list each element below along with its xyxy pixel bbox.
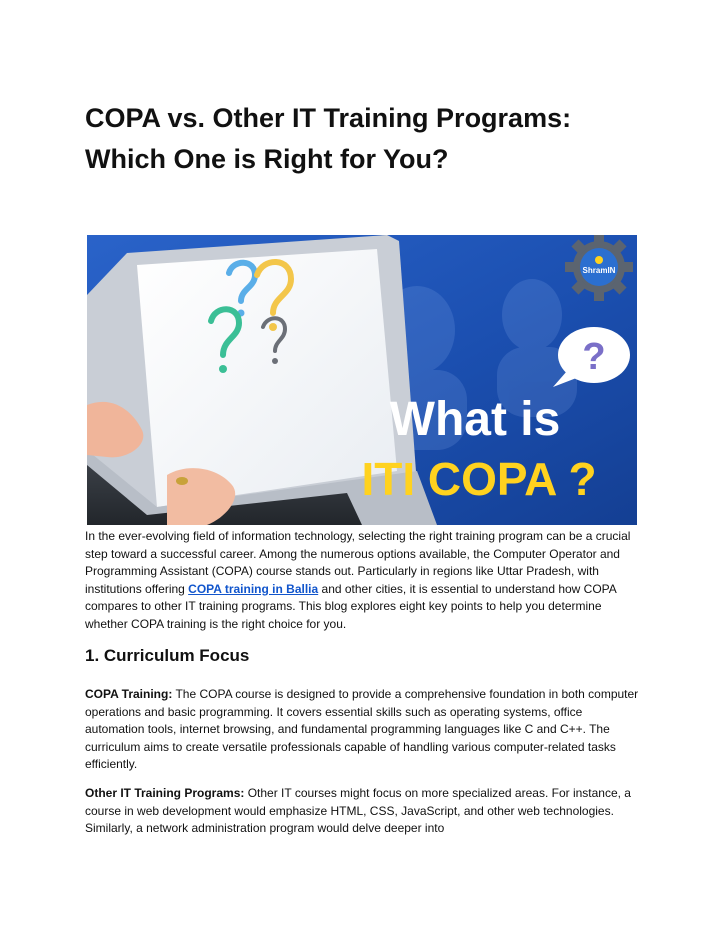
copa-training-ballia-link[interactable]: COPA training in Ballia [188,581,319,596]
intro-text-after-link: and other cities, it is essential to understand how COPA compares to other IT training programs. This blog explores eight key points to help you determine whether COPA training is the right choice for you. [85,581,617,631]
banner-headline-line2: ITI COPA ? [361,453,597,505]
brand-logo-text: ShramIN [582,266,616,275]
banner-headline-line1: What is [389,393,561,446]
intro-text-before-link: In the ever-evolving field of information technology, selecting the right training program can be a crucial step toward a successful career. Among the numerous options available, the Computer Operator and Programming Assistant (COPA) course stands out. Particularly in regions like Uttar Pradesh, with institutions offering [85,529,631,596]
other-it-programs-text: Other IT courses might focus on more specialized areas. For instance, a course in web development would emphasize HTML, CSS, JavaScript, and other web technologies. Similarly, a network administration program would delve deeper into [85,786,631,835]
other-it-programs-paragraph [85,785,640,838]
bubble-question-mark: ? [582,336,606,378]
copa-training-lead: COPA Training: [85,687,173,701]
article-title: COPA vs. Other IT Training Programs: Which One is Right for You? [85,103,572,174]
intro-paragraph [85,528,640,633]
other-it-programs-lead: Other IT Training Programs: [85,786,245,800]
banner-image [87,235,637,525]
copa-training-paragraph [85,686,640,774]
section-heading-curriculum-focus: 1. Curriculum Focus [85,646,250,665]
copa-training-text: The COPA course is designed to provide a comprehensive foundation in both computer operations and basic programming. It covers essential skills such as operating systems, office automation tools, internet browsing, and fundamental programming languages like C and C++. The curriculum aims to create versatile professionals capable of handling various computer-related tasks efficiently. [85,687,639,771]
